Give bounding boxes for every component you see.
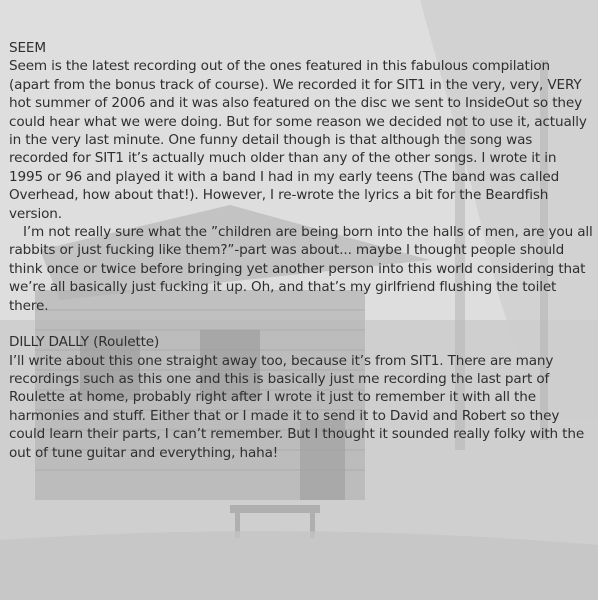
liner-notes-text	[9, 39, 593, 462]
section-heading-seem: SEEM	[9, 40, 46, 56]
seem-paragraph-2: I’m not really sure what the ”children are being born into the halls of men, are you all rabbits or just fucking like them?”-part was about... maybe I thought people should think once or twice before bringing yet another person into this world considering that we’re all basically just fucking it up. Oh, and that’s my girlfriend flushing the toilet there.	[9, 224, 593, 314]
section-spacer	[9, 315, 593, 333]
dilly-dally-paragraph-1: I’ll write about this one straight away too, because it’s from SIT1. There are many recordings such as this one and this is basically just me recording the last part of Roulette at home, probably right after I wrote it just to remember it with all the harmonies and stuff. Either that or I made it to send it to David and Robert so they could learn their parts, I can’t remember. But I thought it sounded really folky with the out of tune guitar and everything, haha!	[9, 352, 585, 461]
seem-paragraph-1: Seem is the latest recording out of the ones featured in this fabulous compilation (apart from the bonus track of course). We recorded it for SIT1 in the very, very, VERY hot summer of 2006 and it was also featured on the disc we sent to InsideOut so they could hear what we were doing. But for some reason we decided not to use it, actually in the very last minute. One funny detail though is that although the song was recorded for SIT1 it’s actually much older than any of the other songs. I wrote it in 1995 or 96 and played it with a band I had in my early teens (The band was called Overhead, how about that!). However, I re-wrote the lyrics a bit for the Beardfish version.	[9, 58, 587, 222]
section-heading-dilly-dally: DILLY DALLY (Roulette)	[9, 334, 160, 351]
